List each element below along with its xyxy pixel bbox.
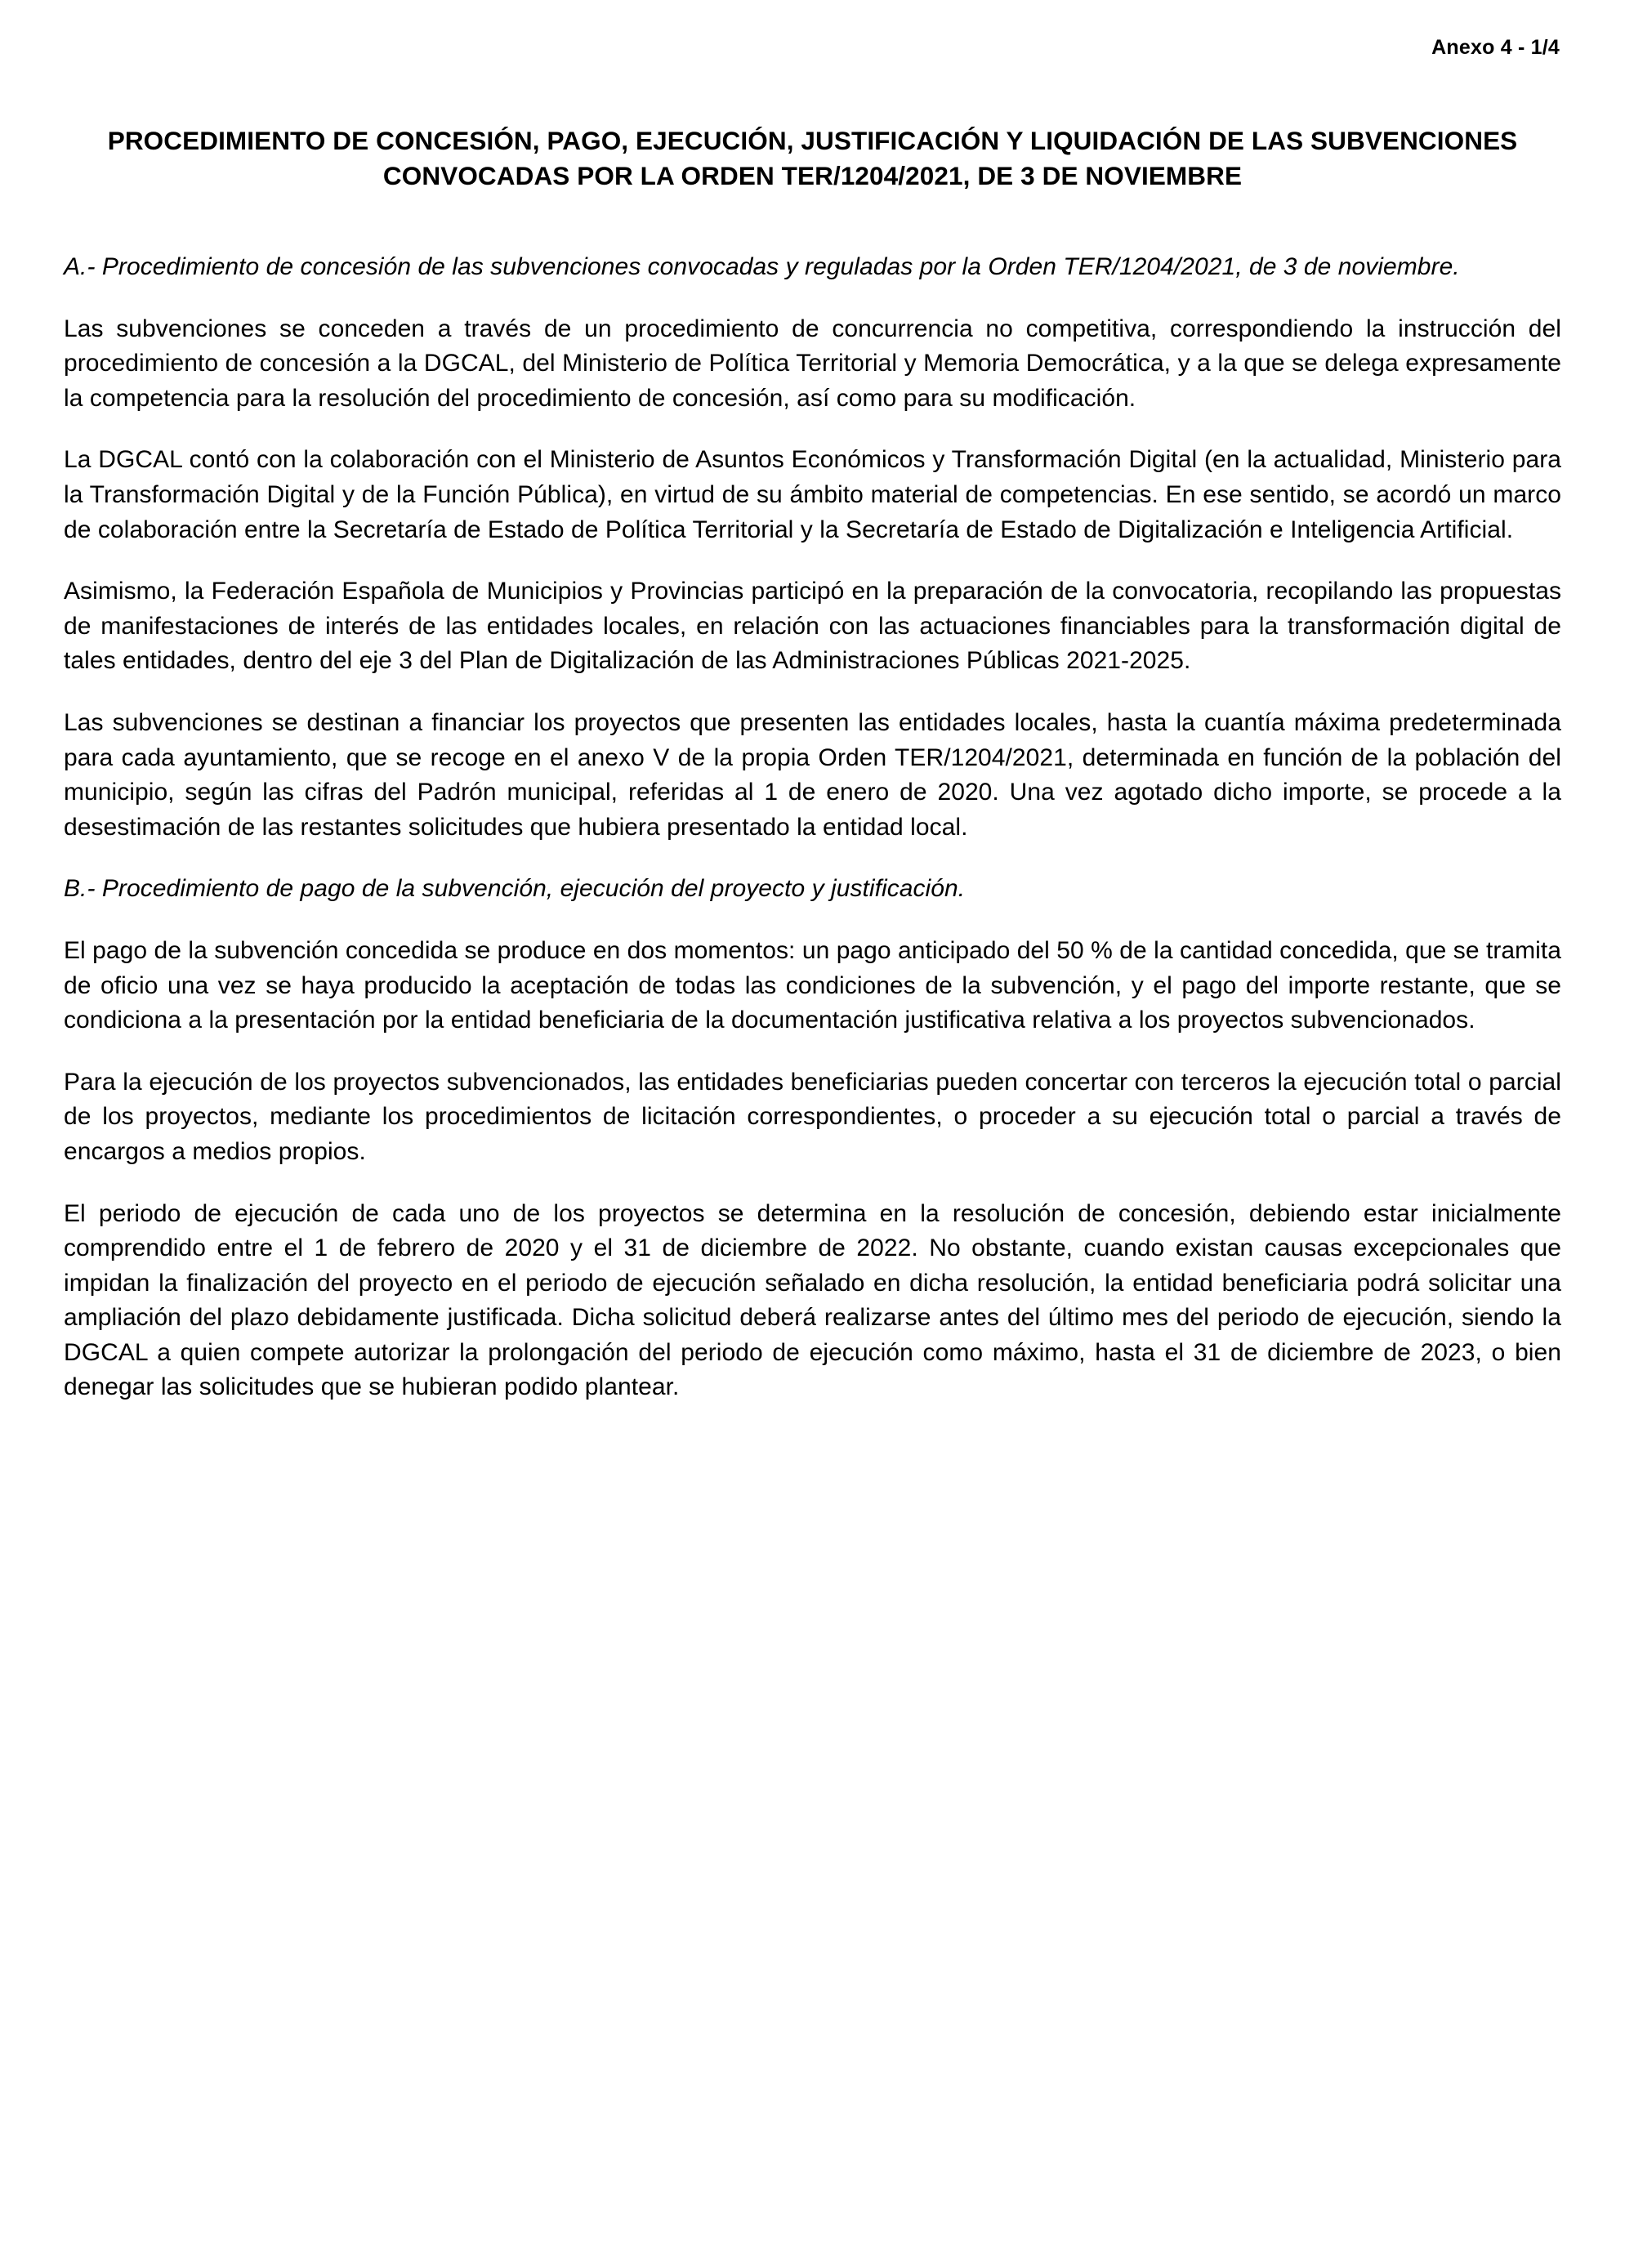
paragraph-concurrencia: Las subvenciones se conceden a través de un procedimiento de concurrencia no competitiva, correspondiendo la instrucción del procedimiento de concesión a la DGCAL, del Ministerio de Política Territorial y Memoria Democrática, y a la que se delega expresamente la competencia para la resolución del procedimiento de concesión, así como para su modificación. <box>64 315 1561 412</box>
document-body <box>64 250 1561 1405</box>
paragraph-periodo-ejecucion: El periodo de ejecución de cada uno de los proyectos se determina en la resolución de concesión, debiendo estar inicialmente comprendido entre el 1 de febrero de 2020 y el 31 de diciembre de 2022. No obstante, cuando existan causas excepcionales que impidan la finalización del proyecto en el periodo de ejecución señalado en dicha resolución, la entidad beneficiaria podrá solicitar una ampliación del plazo debidamente justificada. Dicha solicitud deberá realizarse antes del último mes del periodo de ejecución, siendo la DGCAL a quien compete autorizar la prolongación del periodo de ejecución como máximo, hasta el 31 de diciembre de 2023, o bien denegar las solicitudes que se hubieran podido plantear. <box>64 1199 1561 1401</box>
page-header-annex-label: Anexo 4 - 1/4 <box>1431 36 1560 59</box>
section-a-heading: A.- Procedimiento de concesión de las subvenciones convocadas y reguladas por la Orden TER/1204/2021, de 3 de noviembre. <box>64 253 1460 281</box>
paragraph-femp: Asimismo, la Federación Española de Municipios y Provincias participó en la preparación de la convocatoria, recopilando las propuestas de manifestaciones de interés de las entidades locales, en relación con las actuaciones financiables para la transformación digital de tales entidades, dentro del eje 3 del Plan de Digitalización de las Administraciones Públicas 2021-2025. <box>64 578 1561 675</box>
paragraph-colaboracion: La DGCAL contó con la colaboración con el Ministerio de Asuntos Económicos y Transformación Digital (en la actualidad, Ministerio para la Transformación Digital y de la Función Pública), en virtud de su ámbito material de competencias. En ese sentido, se acordó un marco de colaboración entre la Secretaría de Estado de Política Territorial y la Secretaría de Estado de Digitalización e Inteligencia Artificial. <box>64 446 1561 543</box>
section-b-heading: B.- Procedimiento de pago de la subvención, ejecución del proyecto y justificación. <box>64 875 966 903</box>
paragraph-ejecucion-terceros: Para la ejecución de los proyectos subvencionados, las entidades beneficiarias pueden concertar con terceros la ejecución total o parcial de los proyectos, mediante los procedimientos de licitación correspondientes, o proceder a su ejecución total o parcial a través de encargos a medios propios. <box>64 1068 1561 1165</box>
paragraph-cuantia: Las subvenciones se destinan a financiar los proyectos que presenten las entidades locales, hasta la cuantía máxima predeterminada para cada ayuntamiento, que se recoge en el anexo V de la propia Orden TER/1204/2021, determinada en función de la población del municipio, según las cifras del Padrón municipal, referidas al 1 de enero de 2020. Una vez agotado dicho importe, se procede a la desestimación de las restantes solicitudes que hubiera presentado la entidad local. <box>64 708 1561 841</box>
page-title: PROCEDIMIENTO DE CONCESIÓN, PAGO, EJECUCIÓN, JUSTIFICACIÓN Y LIQUIDACIÓN DE LAS SUBVENCIONES CONVOCADAS POR LA ORDEN TER/1204/2021, DE 3 DE NOVIEMBRE <box>107 126 1518 190</box>
paragraph-pago: El pago de la subvención concedida se produce en dos momentos: un pago anticipado del 50 % de la cantidad concedida, que se tramita de oficio una vez se haya producido la aceptación de todas las condiciones de la subvención, y el pago del importe restante, que se condiciona a la presentación por la entidad beneficiaria de la documentación justificativa relativa a los proyectos subvencionados. <box>64 936 1561 1034</box>
